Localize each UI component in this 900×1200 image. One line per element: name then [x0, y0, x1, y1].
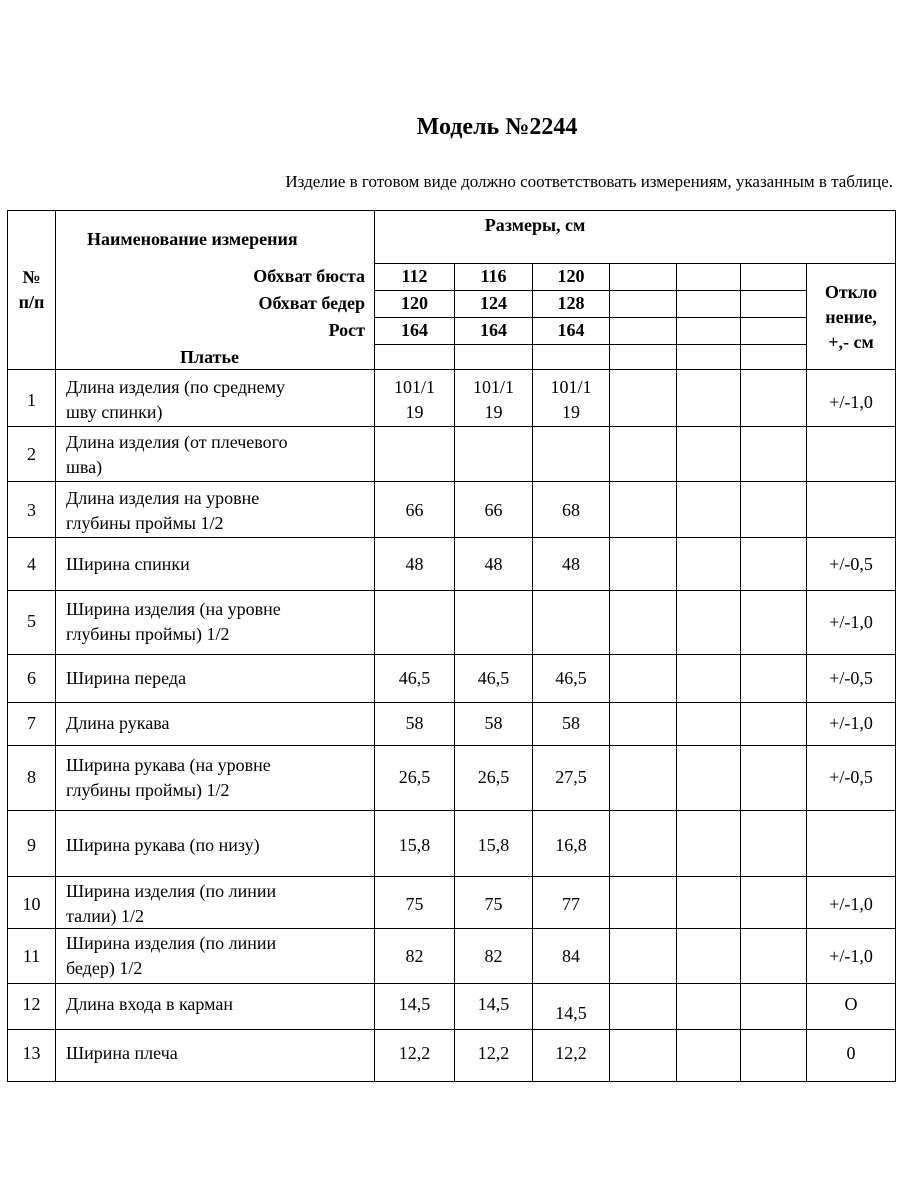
table-line-row2: [7, 481, 896, 482]
row-12-name: Длина входа в карман: [66, 994, 234, 1014]
table-line-row8: [7, 810, 896, 811]
header-height-label: Рост: [328, 320, 365, 340]
bust-size-2: 116: [480, 266, 507, 286]
hips-size-2: 124: [480, 293, 507, 313]
row-7-size-1: 58: [405, 713, 424, 733]
table-divider-size4: [676, 263, 677, 1082]
row-13-size-2: 12,2: [477, 1043, 510, 1063]
row-10-size-2: 75: [484, 894, 503, 914]
table-line-row11: [7, 983, 896, 984]
row-8-deviation: +/-0,5: [829, 767, 873, 787]
row-8-size-3: 27,5: [555, 767, 587, 787]
row-6-size-2: 46,5: [477, 668, 510, 688]
row-7-deviation: +/-1,0: [829, 713, 873, 733]
table-line-row6: [7, 702, 896, 703]
row-2-name-line2: шва): [66, 457, 103, 477]
table-divider-size5: [740, 263, 741, 1082]
row-1-size-3-line2: 19: [562, 402, 580, 422]
header-deviation-line3: +,- см: [828, 332, 874, 352]
header-deviation-line1: Откло: [824, 282, 878, 302]
row-11-name-line2: бедер) 1/2: [66, 958, 143, 978]
bust-size-1: 112: [401, 266, 428, 286]
table-line-row5: [7, 654, 896, 655]
row-3-size-3: 68: [562, 500, 580, 520]
row-12-num: 12: [22, 994, 41, 1014]
row-4-name: Ширина спинки: [66, 554, 190, 574]
table-line-header-end: [7, 369, 896, 370]
row-4-size-2: 48: [484, 554, 503, 574]
bust-size-3: 120: [557, 266, 585, 286]
row-5-name-line1: Ширина изделия (на уровне: [66, 599, 281, 619]
table-border-top: [7, 210, 896, 211]
row-3-name-line1: Длина изделия на уровне: [66, 488, 260, 508]
row-4-deviation: +/-0,5: [829, 554, 873, 574]
table-line-sizes-band: [374, 263, 896, 264]
height-size-3: 164: [557, 320, 585, 340]
row-3-size-1: 66: [405, 500, 424, 520]
table-line-row4: [7, 590, 896, 591]
row-4-size-1: 48: [405, 554, 424, 574]
row-12-size-1: 14,5: [398, 994, 431, 1014]
header-sizes: Размеры, см: [484, 215, 586, 235]
row-11-deviation: +/-1,0: [829, 946, 873, 966]
row-2-name-line1: Длина изделия (от плечевого: [66, 432, 288, 452]
row-6-name: Ширина переда: [66, 668, 187, 688]
row-3-size-2: 66: [484, 500, 503, 520]
row-2-num: 2: [27, 444, 36, 464]
row-1-size-1-line2: 19: [405, 402, 424, 422]
row-7-size-2: 58: [484, 713, 503, 733]
row-8-name-line2: глубины проймы) 1/2: [66, 780, 230, 800]
table-divider-num: [55, 210, 56, 1082]
row-4-size-3: 48: [562, 554, 580, 574]
row-11-size-3: 84: [562, 946, 580, 966]
header-bust-label: Обхват бюста: [253, 266, 365, 286]
row-10-num: 10: [22, 894, 41, 914]
table-line-row3: [7, 537, 896, 538]
row-8-size-2: 26,5: [477, 767, 510, 787]
header-measure-name: Наименование измерения: [87, 229, 298, 249]
row-9-num: 9: [27, 835, 36, 855]
row-11-name-line1: Ширина изделия (по линии: [66, 933, 277, 953]
row-13-num: 13: [22, 1043, 41, 1063]
height-size-2: 164: [480, 320, 507, 340]
row-1-size-3-line1: 101/1: [550, 377, 592, 397]
row-1-deviation: +/-1,0: [829, 392, 873, 412]
hips-size-1: 120: [401, 293, 428, 313]
row-1-name-line1: Длина изделия (по среднему: [66, 377, 286, 397]
row-1-name-line2: шву спинки): [66, 402, 163, 422]
header-num-line1: №: [22, 267, 41, 287]
row-10-name-line2: талии) 1/2: [66, 906, 144, 926]
hips-size-3: 128: [557, 293, 585, 313]
row-12-size-2: 14,5: [477, 994, 510, 1014]
row-9-size-2: 15,8: [477, 835, 510, 855]
table-line-row12: [7, 1029, 896, 1030]
table-line-row9: [7, 876, 896, 877]
row-8-num: 8: [27, 767, 36, 787]
document-note: Изделие в готовом виде должно соответствовать измерениям, указанным в таблице.: [285, 172, 893, 191]
row-10-deviation: +/-1,0: [829, 894, 873, 914]
row-13-size-3: 12,2: [555, 1043, 587, 1063]
row-6-deviation: +/-0,5: [829, 668, 873, 688]
row-7-name: Длина рукава: [66, 713, 170, 733]
table-border-bottom: [7, 1081, 896, 1082]
row-5-deviation: +/-1,0: [829, 612, 873, 632]
row-11-size-1: 82: [405, 946, 424, 966]
table-divider-size3: [609, 263, 610, 1082]
row-5-num: 5: [27, 611, 36, 631]
row-3-name-line2: глубины проймы 1/2: [66, 513, 224, 533]
row-6-num: 6: [27, 668, 36, 688]
document-title: Модель №2244: [416, 114, 578, 140]
row-10-name-line1: Ширина изделия (по линии: [66, 881, 277, 901]
row-1-size-2-line2: 19: [484, 402, 503, 422]
row-12-size-3: 14,5: [555, 1003, 587, 1023]
row-3-num: 3: [27, 500, 36, 520]
table-line-row7: [7, 745, 896, 746]
row-12-deviation: О: [844, 994, 858, 1014]
table-border-right: [895, 210, 896, 1082]
row-11-num: 11: [22, 946, 41, 966]
table-line-row1: [7, 426, 896, 427]
row-13-deviation: 0: [846, 1043, 856, 1063]
table-line-row10: [7, 928, 896, 929]
row-10-size-3: 77: [562, 894, 580, 914]
row-5-name-line2: глубины проймы) 1/2: [66, 624, 230, 644]
row-9-size-3: 16,8: [555, 835, 587, 855]
row-13-size-1: 12,2: [398, 1043, 431, 1063]
row-7-num: 7: [27, 713, 36, 733]
row-9-name: Ширина рукава (по низу): [66, 835, 260, 855]
row-11-size-2: 82: [484, 946, 503, 966]
table-line-bust: [374, 290, 806, 291]
header-item-label: Платье: [180, 347, 239, 367]
header-num-line2: п/п: [18, 292, 45, 312]
row-6-size-3: 46,5: [555, 668, 587, 688]
row-1-num: 1: [27, 390, 36, 410]
row-1-size-1-line1: 101/1: [393, 377, 435, 397]
height-size-1: 164: [401, 320, 428, 340]
row-6-size-1: 46,5: [398, 668, 431, 688]
header-deviation-line2: нение,: [825, 307, 877, 327]
row-7-size-3: 58: [562, 713, 580, 733]
row-8-size-1: 26,5: [398, 767, 431, 787]
header-hips-label: Обхват бедер: [258, 293, 365, 313]
row-10-size-1: 75: [405, 894, 424, 914]
row-4-num: 4: [27, 554, 36, 574]
row-1-size-2-line1: 101/1: [472, 377, 514, 397]
row-8-name-line1: Ширина рукава (на уровне: [66, 755, 271, 775]
row-13-name: Ширина плеча: [66, 1043, 178, 1063]
table-line-hips: [374, 317, 806, 318]
row-9-size-1: 15,8: [398, 835, 431, 855]
table-line-height: [374, 344, 806, 345]
